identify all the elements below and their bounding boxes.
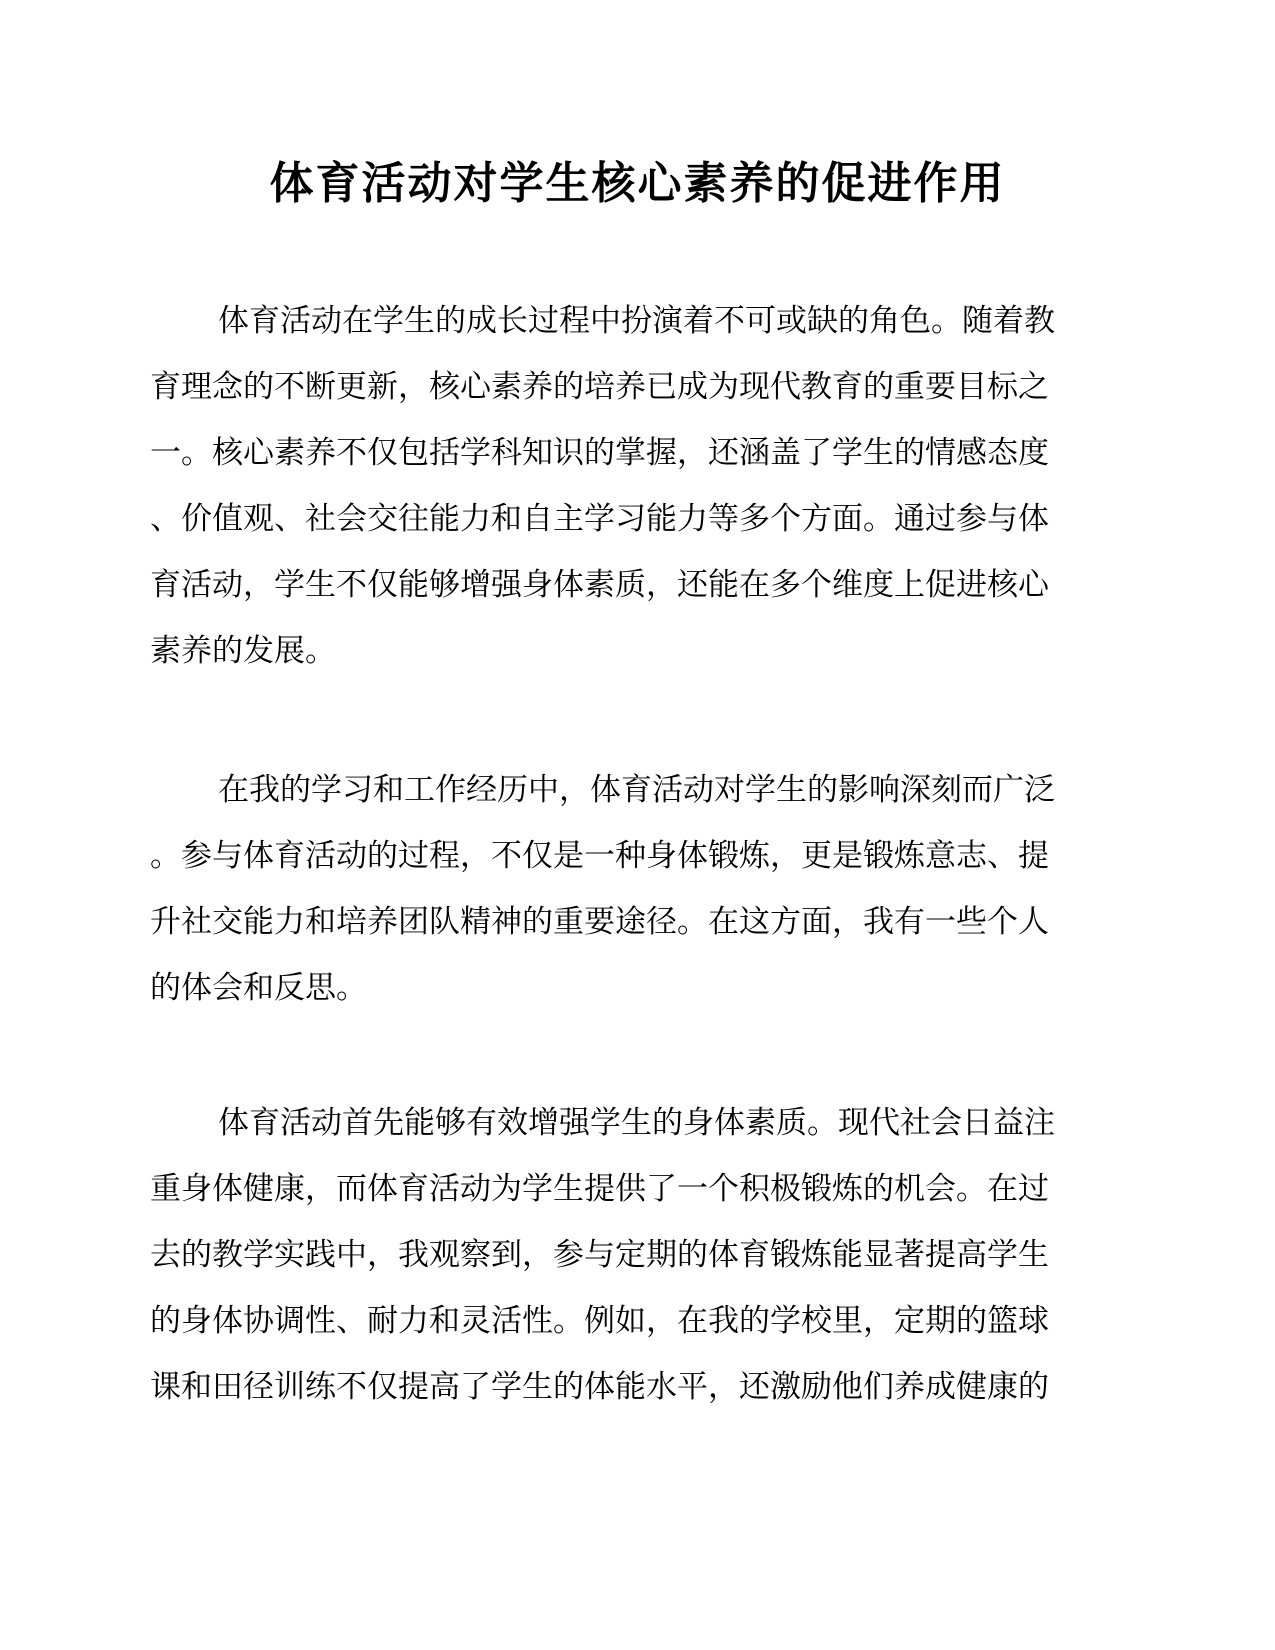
paragraph-line: 升社交能力和培养团队精神的重要途径。在这方面，我有一些个人 <box>150 904 1049 940</box>
paragraph-1 <box>150 288 1122 684</box>
paragraph-line: 课和田径训练不仅提高了学生的体能水平，还激励他们养成健康的 <box>150 1369 1049 1405</box>
document-title: 体育活动对学生核心素养的促进作用 <box>269 158 1006 209</box>
paragraph-line: 素养的发展。 <box>150 633 336 669</box>
paragraph-line: 体育活动首先能够有效增强学生的身体素质。现代社会日益注 <box>218 1105 1055 1141</box>
paragraph-line: 重身体健康，而体育活动为学生提供了一个积极锻炼的机会。在过 <box>150 1171 1049 1207</box>
paragraph-line: 。参与体育活动的过程，不仅是一种身体锻炼，更是锻炼意志、提 <box>150 838 1049 874</box>
paragraph-line: 育活动，学生不仅能够增强身体素质，还能在多个维度上促进核心 <box>150 567 1049 603</box>
paragraph-line: 体育活动在学生的成长过程中扮演着不可或缺的角色。随着教 <box>218 303 1055 339</box>
paragraph-line: 在我的学习和工作经历中，体育活动对学生的影响深刻而广泛 <box>218 772 1055 808</box>
paragraph-2 <box>150 757 1122 1021</box>
paragraph-line: 育理念的不断更新，核心素养的培养已成为现代教育的重要目标之 <box>150 369 1049 405</box>
paragraph-line: 去的教学实践中，我观察到，参与定期的体育锻炼能显著提高学生 <box>150 1237 1049 1273</box>
paragraph-line: 一。核心素养不仅包括学科知识的掌握，还涵盖了学生的情感态度 <box>150 435 1049 471</box>
paragraph-line: 的身体协调性、耐力和灵活性。例如，在我的学校里，定期的篮球 <box>150 1303 1049 1339</box>
paragraph-3 <box>150 1090 1122 1420</box>
paragraph-line: 的体会和反思。 <box>150 970 367 1006</box>
paragraph-line: 、价值观、社会交往能力和自主学习能力等多个方面。通过参与体 <box>150 501 1049 537</box>
